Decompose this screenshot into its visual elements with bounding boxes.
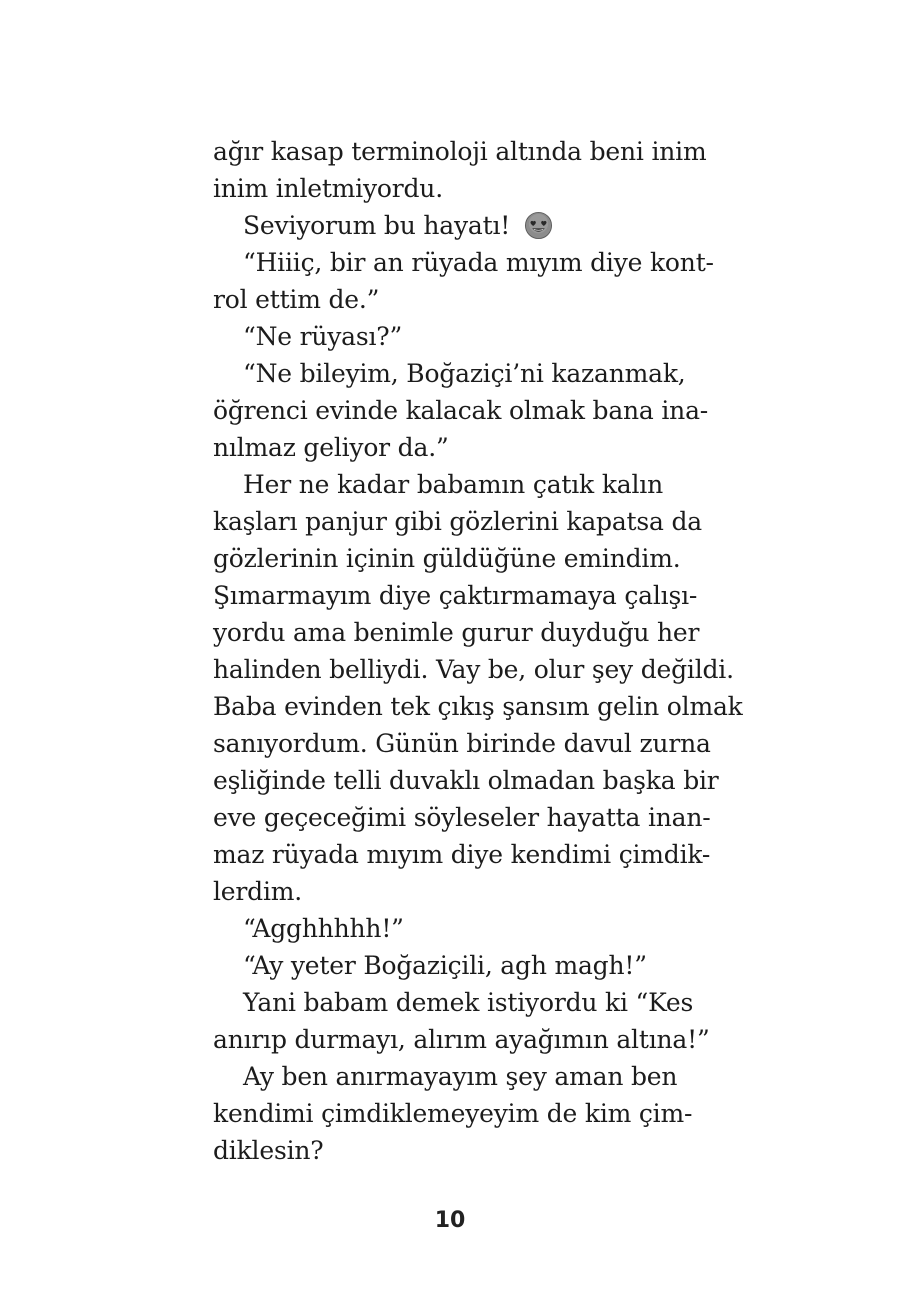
text-line: Seviyorum bu hayatı! — [243, 211, 511, 240]
text-line: eve geçeceğimi söyleseler hayatta inan- — [213, 803, 711, 832]
text-line: lerdim. — [213, 877, 302, 906]
text-line: Baba evinden tek çıkış şansım gelin olmak — [213, 692, 743, 721]
text-line: maz rüyada mıyım diye kendimi çimdik- — [213, 840, 711, 869]
text-line: “Ne bileyim, Boğaziçi’ni kazanmak, — [243, 359, 686, 388]
text-line: kendimi çimdiklemeyeyim de kim çim- — [213, 1099, 693, 1128]
text-line: nılmaz geliyor da.” — [213, 433, 449, 462]
text-line: öğrenci evinde kalacak olmak bana ina- — [213, 396, 709, 425]
text-line: halinden belliydi. Vay be, olur şey değildi. — [213, 655, 734, 684]
text-line: ağır kasap terminoloji altında beni inim — [213, 137, 707, 166]
text-line: eşliğinde telli duvaklı olmadan başka bir — [213, 766, 719, 795]
text-line: Şımarmayım diye çaktırmamaya çalışı- — [213, 581, 698, 610]
text-line: Her ne kadar babamın çatık kalın — [243, 470, 663, 499]
text-line: diklesin? — [213, 1136, 324, 1165]
text-line: gözlerinin içinin güldüğüne emindim. — [213, 544, 681, 573]
text-line: rol ettim de.” — [213, 285, 380, 314]
text-line: “Ay yeter Boğaziçili, agh magh!” — [243, 951, 647, 980]
text-line: “Ne rüyası?” — [243, 322, 403, 351]
text-line: “Agghhhhh!” — [243, 914, 404, 943]
text-line: sanıyordum. Günün birinde davul zurna — [213, 729, 711, 758]
text-line: “Hiiiç, bir an rüyada mıyım diye kont- — [243, 248, 714, 277]
text-line: yordu ama benimle gurur duyduğu her — [213, 618, 700, 647]
page-number: 10 — [434, 1208, 466, 1233]
text-line: kaşları panjur gibi gözlerini kapatsa da — [213, 507, 702, 536]
text-line: inim inletmiyordu. — [213, 174, 443, 203]
text-line: Yani babam demek istiyordu ki “Kes — [243, 988, 694, 1017]
text-line: Ay ben anırmayayım şey aman ben — [243, 1062, 678, 1091]
smiling-face-with-heart-eyes-icon — [524, 211, 553, 240]
text-line-with-emoji — [213, 207, 663, 244]
body-text — [213, 133, 743, 1169]
text-line: anırıp durmayı, alırım ayağımın altına!” — [213, 1025, 710, 1054]
